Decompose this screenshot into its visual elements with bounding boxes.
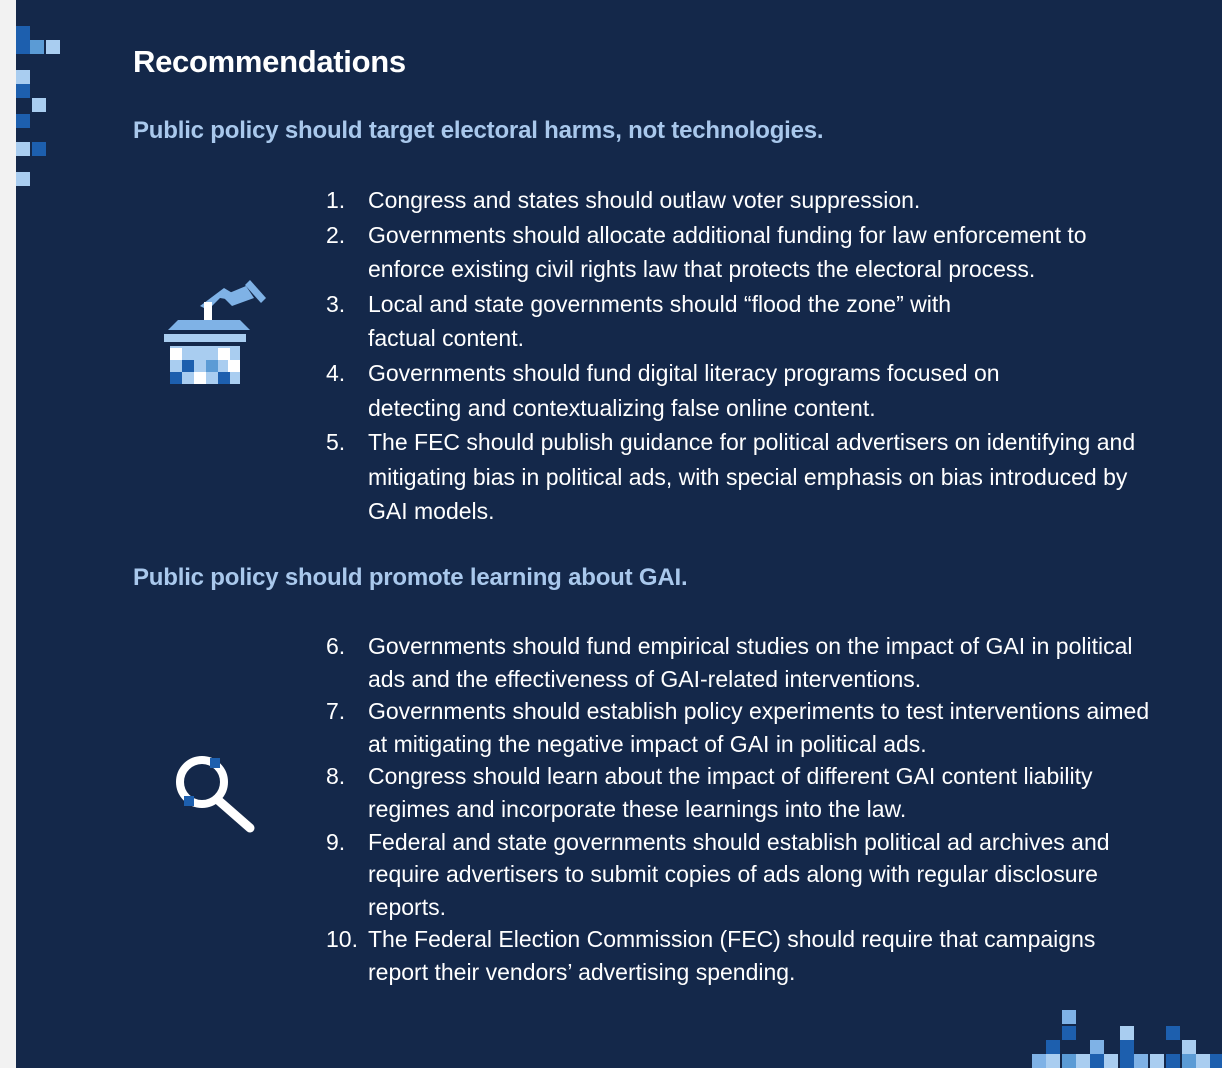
list-item-text: The FEC should publish guidance for political advertisers on identifying and mitigating bias in political ads, with special emphasis on bias introduced by GAI models. <box>368 429 1136 525</box>
list-item-text: Governments should fund empirical studies on the impact of GAI in political ads and the effectiveness of GAI-related interventions. <box>368 633 1133 692</box>
section-heading-electoral-harms: Public policy should target electoral harms, not technologies. <box>133 117 824 144</box>
list-item: 3. Local and state governments should “flood the zone” with factual content. <box>326 290 952 352</box>
list-item: 1. Congress and states should outlaw voter suppression. <box>326 187 921 213</box>
list-item-text: The Federal Election Commission (FEC) should require that campaigns report their vendors’ advertising spending. <box>368 926 1096 985</box>
list-item-text: Governments should establish policy experiments to test interventions aimed at mitigating the negative impact of GAI in political ads. <box>368 698 1150 757</box>
list-item: 4. Governments should fund digital literacy programs focused on detecting and contextualizing false online content. <box>326 359 1000 421</box>
list-item-text: Congress and states should outlaw voter suppression. <box>368 187 921 213</box>
list-item: 8. Congress should learn about the impact of different GAI content liability regimes and incorporate these learnings into the law. <box>326 763 1093 822</box>
magnifying-glass-icon <box>172 754 258 839</box>
page-title: Recommendations <box>133 44 406 79</box>
list-item: 5. The FEC should publish guidance for political advertisers on identifying and mitigating bias in political ads, with special emphasis on bias introduced by GAI models. <box>326 429 1136 525</box>
list-item: 9. Federal and state governments should establish political ad archives and require advertisers to submit copies of ads along with regular disclosure reports. <box>326 828 1110 920</box>
list-item-text: Federal and state governments should establish political ad archives and require advertisers to submit copies of ads along with regular disclosure reports. <box>368 828 1110 920</box>
list-item: 7. Governments should establish policy experiments to test interventions aimed at mitigating the negative impact of GAI in political ads. <box>326 698 1150 757</box>
recommendation-list-electoral-harms <box>326 183 1156 529</box>
list-item: 6. Governments should fund empirical studies on the impact of GAI in political ads and the effectiveness of GAI-related interventions. <box>326 633 1133 692</box>
list-item-text: Governments should fund digital literacy programs focused on detecting and contextualizing false online content. <box>368 359 1000 421</box>
recommendation-list-learning-gai <box>326 630 1156 989</box>
list-item-text: Local and state governments should “flood the zone” with factual content. <box>368 290 952 352</box>
list-item-text: Governments should allocate additional funding for law enforcement to enforce existing civil rights law that protects the electoral process. <box>368 221 1087 283</box>
ballot-box-icon <box>162 276 268 389</box>
section-heading-learning-gai: Public policy should promote learning about GAI. <box>133 564 688 591</box>
list-item: 10. The Federal Election Commission (FEC) should require that campaigns report their vendors’ advertising spending. <box>326 926 1096 985</box>
list-item: 2. Governments should allocate additional funding for law enforcement to enforce existing civil rights law that protects the electoral process. <box>326 221 1087 283</box>
recommendations-panel <box>16 0 1222 1068</box>
list-item-text: Congress should learn about the impact of different GAI content liability regimes and incorporate these learnings into the law. <box>368 763 1093 822</box>
